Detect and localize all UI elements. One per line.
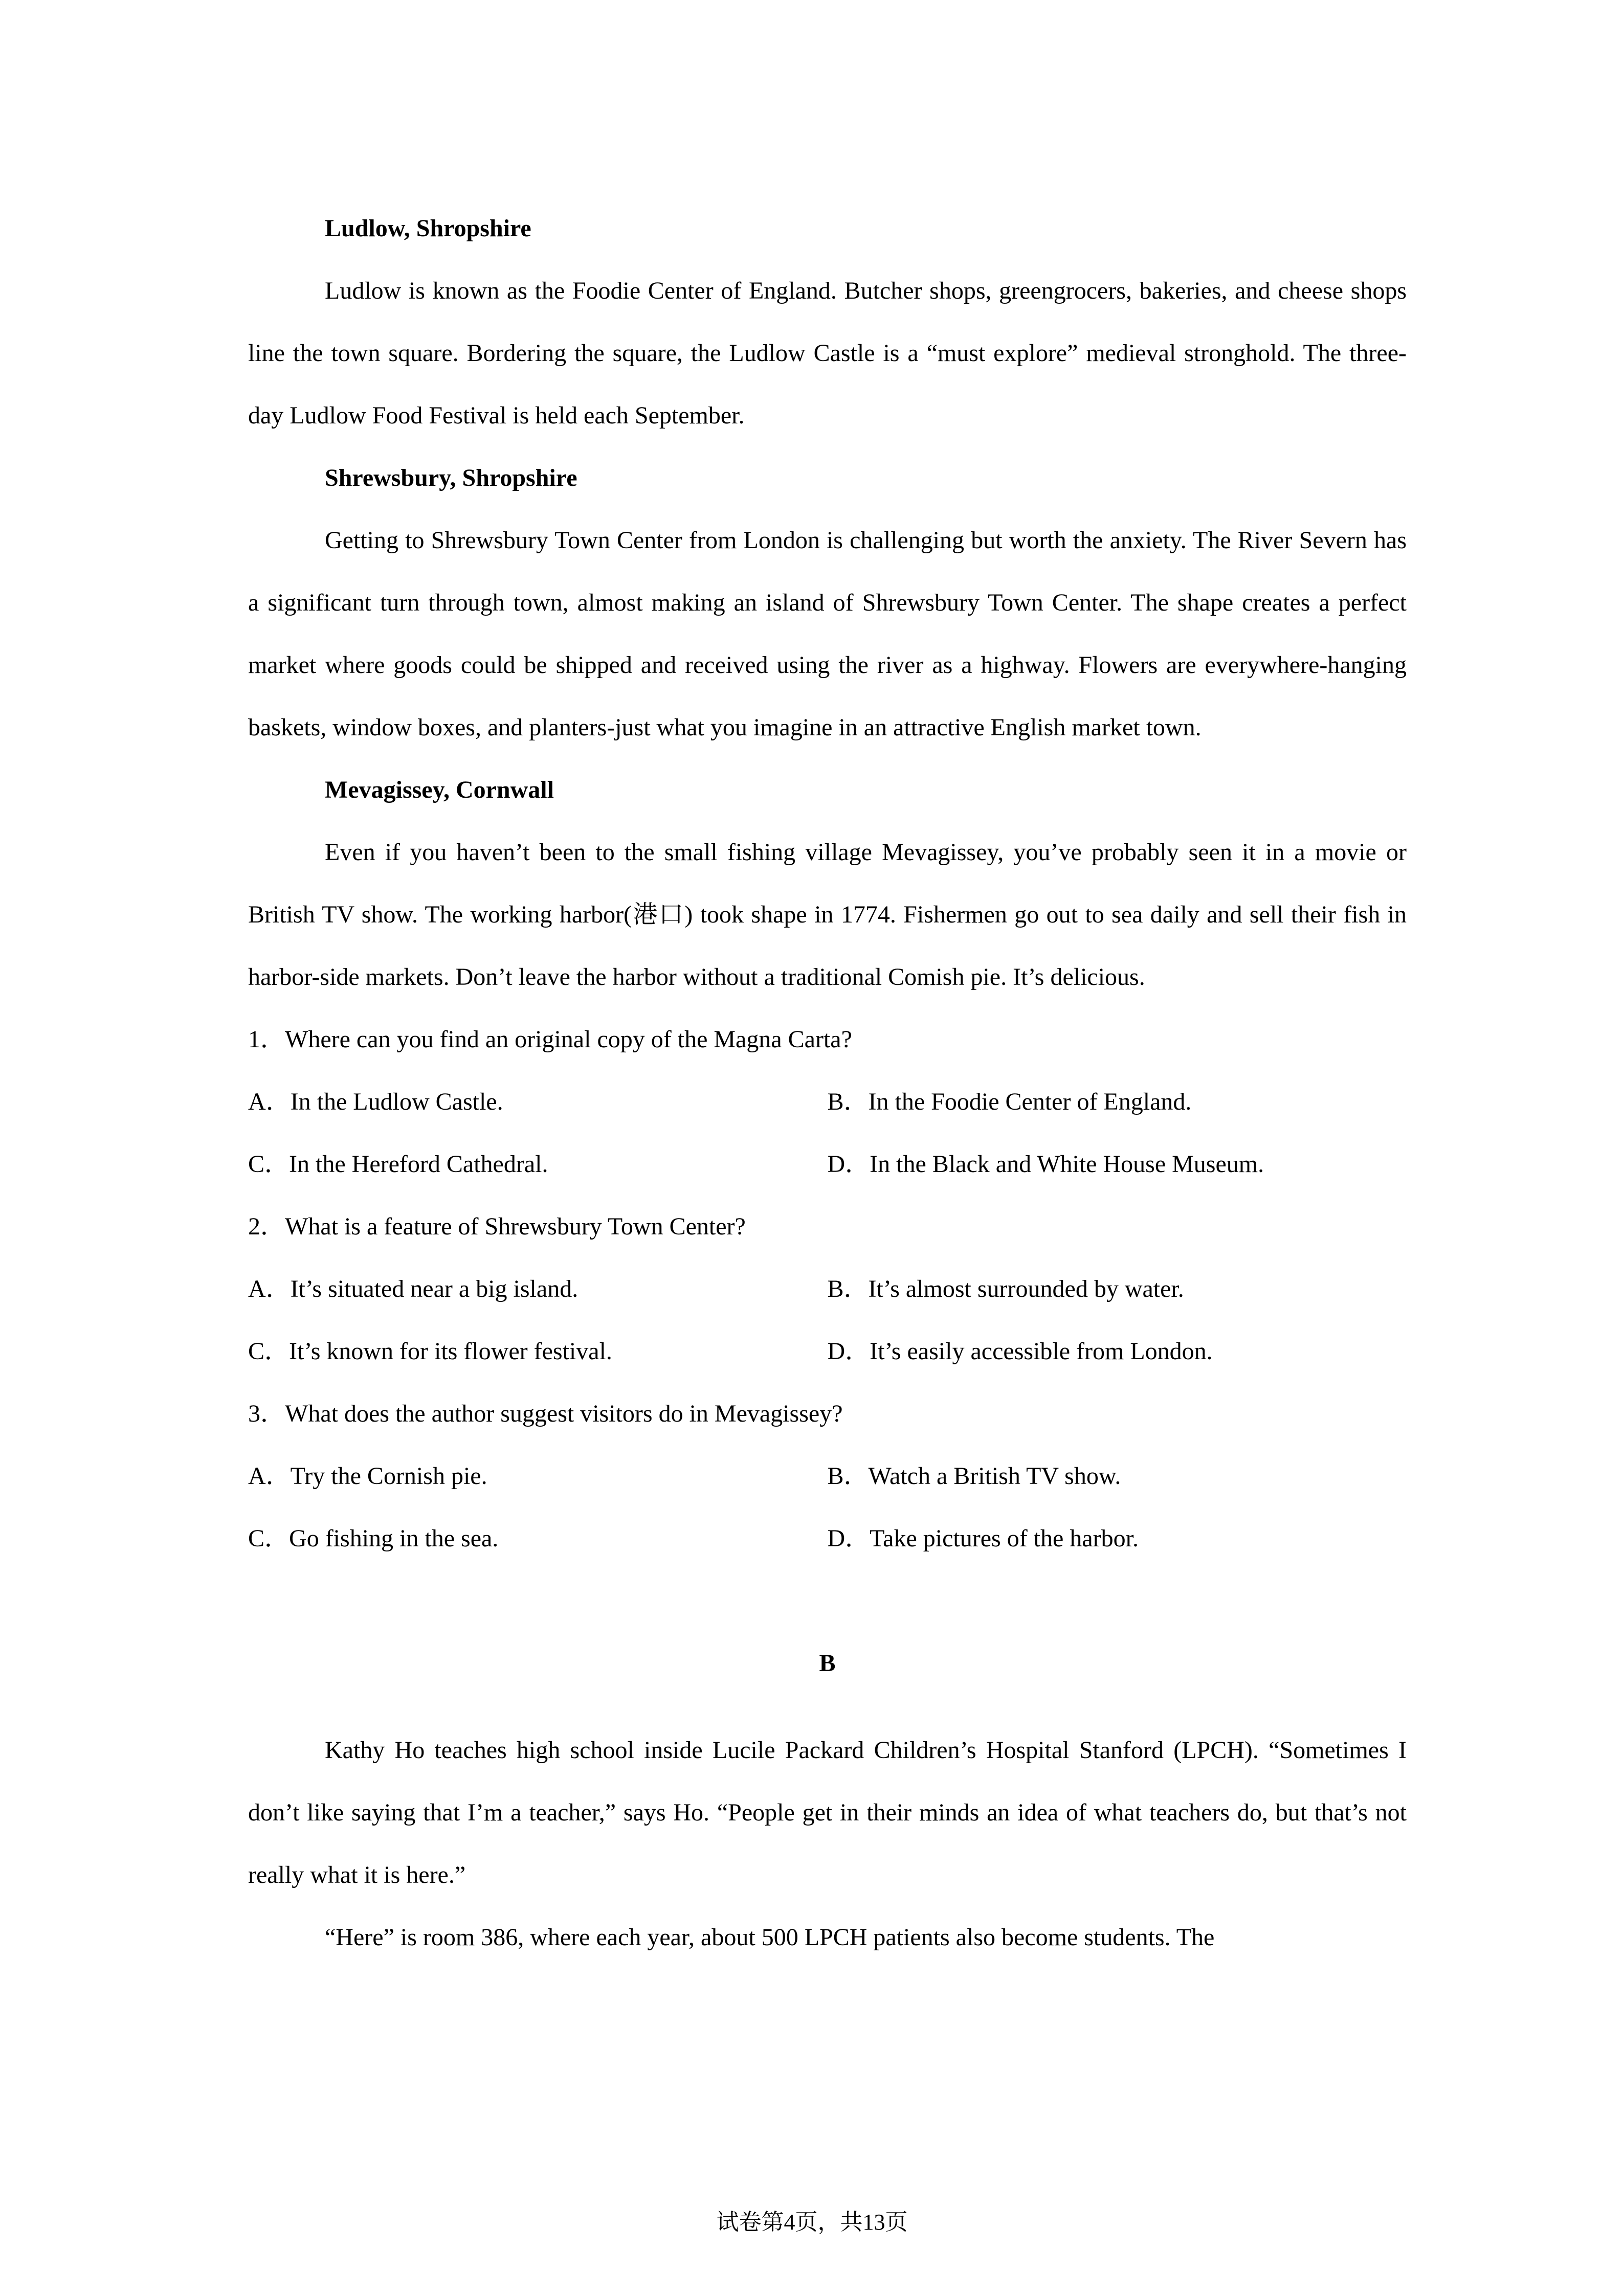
question-number: 2． xyxy=(248,1213,285,1240)
option-2a xyxy=(248,1258,828,1320)
option-label: D． xyxy=(827,1525,870,1552)
question-number: 1． xyxy=(248,1026,285,1053)
passage-b-paragraph-1: Kathy Ho teaches high school inside Lucile Packard Children’s Hospital Stanford (LPCH). “Sometimes I don’t like saying that I’m a teacher,” says Ho. “People get in their minds an idea of what teachers do, but that’s not really what it is here.” xyxy=(248,1737,1407,1888)
question-stem xyxy=(248,1008,1407,1071)
option-1a xyxy=(248,1071,828,1133)
option-3c xyxy=(248,1507,828,1570)
option-label: C． xyxy=(248,1525,290,1552)
option-text: In the Hereford Cathedral. xyxy=(289,1151,548,1178)
option-text: It’s situated near a big island. xyxy=(290,1275,579,1302)
option-text: Take pictures of the harbor. xyxy=(870,1525,1139,1552)
option-label: A． xyxy=(248,1088,291,1115)
option-row xyxy=(248,1258,1407,1320)
option-text: It’s known for its flower festival. xyxy=(289,1338,612,1365)
question-2 xyxy=(248,1196,1407,1383)
page-footer: 试卷第4页，共13页 xyxy=(716,2210,908,2235)
option-row xyxy=(248,1445,1407,1507)
option-2c xyxy=(248,1320,828,1383)
page-content xyxy=(248,197,1407,1969)
option-label: D． xyxy=(827,1151,870,1178)
option-label: B． xyxy=(827,1462,869,1490)
option-3b xyxy=(828,1445,1407,1507)
option-row xyxy=(248,1071,1407,1133)
question-number: 3． xyxy=(248,1400,285,1427)
option-label: B． xyxy=(827,1088,869,1115)
passage-b-label: B xyxy=(819,1650,836,1677)
option-row xyxy=(248,1320,1407,1383)
option-text: Go fishing in the sea. xyxy=(289,1525,499,1552)
option-text: In the Ludlow Castle. xyxy=(290,1088,503,1115)
option-row xyxy=(248,1507,1407,1570)
passage-section-heading-ludlow: Ludlow, Shropshire xyxy=(325,215,531,242)
option-text: It’s almost surrounded by water. xyxy=(868,1275,1184,1302)
question-text: What does the author suggest visitors do in Mevagissey? xyxy=(285,1400,843,1427)
option-label: B． xyxy=(827,1275,869,1302)
option-row xyxy=(248,1133,1407,1196)
passage-b-paragraph-2: “Here” is room 386, where each year, about 500 LPCH patients also become students. The xyxy=(325,1924,1215,1951)
option-1b xyxy=(828,1071,1407,1133)
passage-paragraph-ludlow: Ludlow is known as the Foodie Center of England. Butcher shops, greengrocers, bakeries, and cheese shops line the town square. Bordering the square, the Ludlow Castle is a “must explore” medieval stronghold. The three-day Ludlow Food Festival is held each September. xyxy=(248,277,1407,429)
passage-paragraph-shrewsbury: Getting to Shrewsbury Town Center from London is challenging but worth the anxiety. The River Severn has a significant turn through town, almost making an island of Shrewsbury Town Center. The shape creates a perfect market where goods could be shipped and received using the river as a highway. Flowers are everywhere-hanging baskets, window boxes, and planters-just what you imagine in an attractive English market town. xyxy=(248,527,1407,741)
question-text: Where can you find an original copy of the Magna Carta? xyxy=(285,1026,852,1053)
option-text: In the Foodie Center of England. xyxy=(868,1088,1192,1115)
option-3a xyxy=(248,1445,828,1507)
passage-section-heading-shrewsbury: Shrewsbury, Shropshire xyxy=(325,464,577,491)
option-text: Try the Cornish pie. xyxy=(290,1462,487,1490)
option-3d xyxy=(828,1507,1407,1570)
option-label: C． xyxy=(248,1151,290,1178)
option-text: It’s easily accessible from London. xyxy=(870,1338,1213,1365)
option-label: D． xyxy=(827,1338,870,1365)
option-label: A． xyxy=(248,1462,291,1490)
option-text: In the Black and White House Museum. xyxy=(870,1151,1264,1178)
question-text: What is a feature of Shrewsbury Town Center? xyxy=(285,1213,746,1240)
question-3 xyxy=(248,1383,1407,1570)
option-label: A． xyxy=(248,1275,291,1302)
option-text: Watch a British TV show. xyxy=(868,1462,1121,1490)
option-label: C． xyxy=(248,1338,290,1365)
question-stem xyxy=(248,1383,1407,1445)
question-1 xyxy=(248,1008,1407,1196)
option-2d xyxy=(828,1320,1407,1383)
option-1c xyxy=(248,1133,828,1196)
passage-section-heading-mevagissey: Mevagissey, Cornwall xyxy=(325,776,554,803)
question-stem xyxy=(248,1196,1407,1258)
passage-paragraph-mevagissey: Even if you haven’t been to the small fishing village Mevagissey, you’ve probably seen it in a movie or British TV show. The working harbor(港口) took shape in 1774. Fishermen go out to sea daily and sell their fish in harbor-side markets. Don’t leave the harbor without a traditional Comish pie. It’s delicious. xyxy=(248,839,1407,991)
option-2b xyxy=(828,1258,1407,1320)
option-1d xyxy=(828,1133,1407,1196)
